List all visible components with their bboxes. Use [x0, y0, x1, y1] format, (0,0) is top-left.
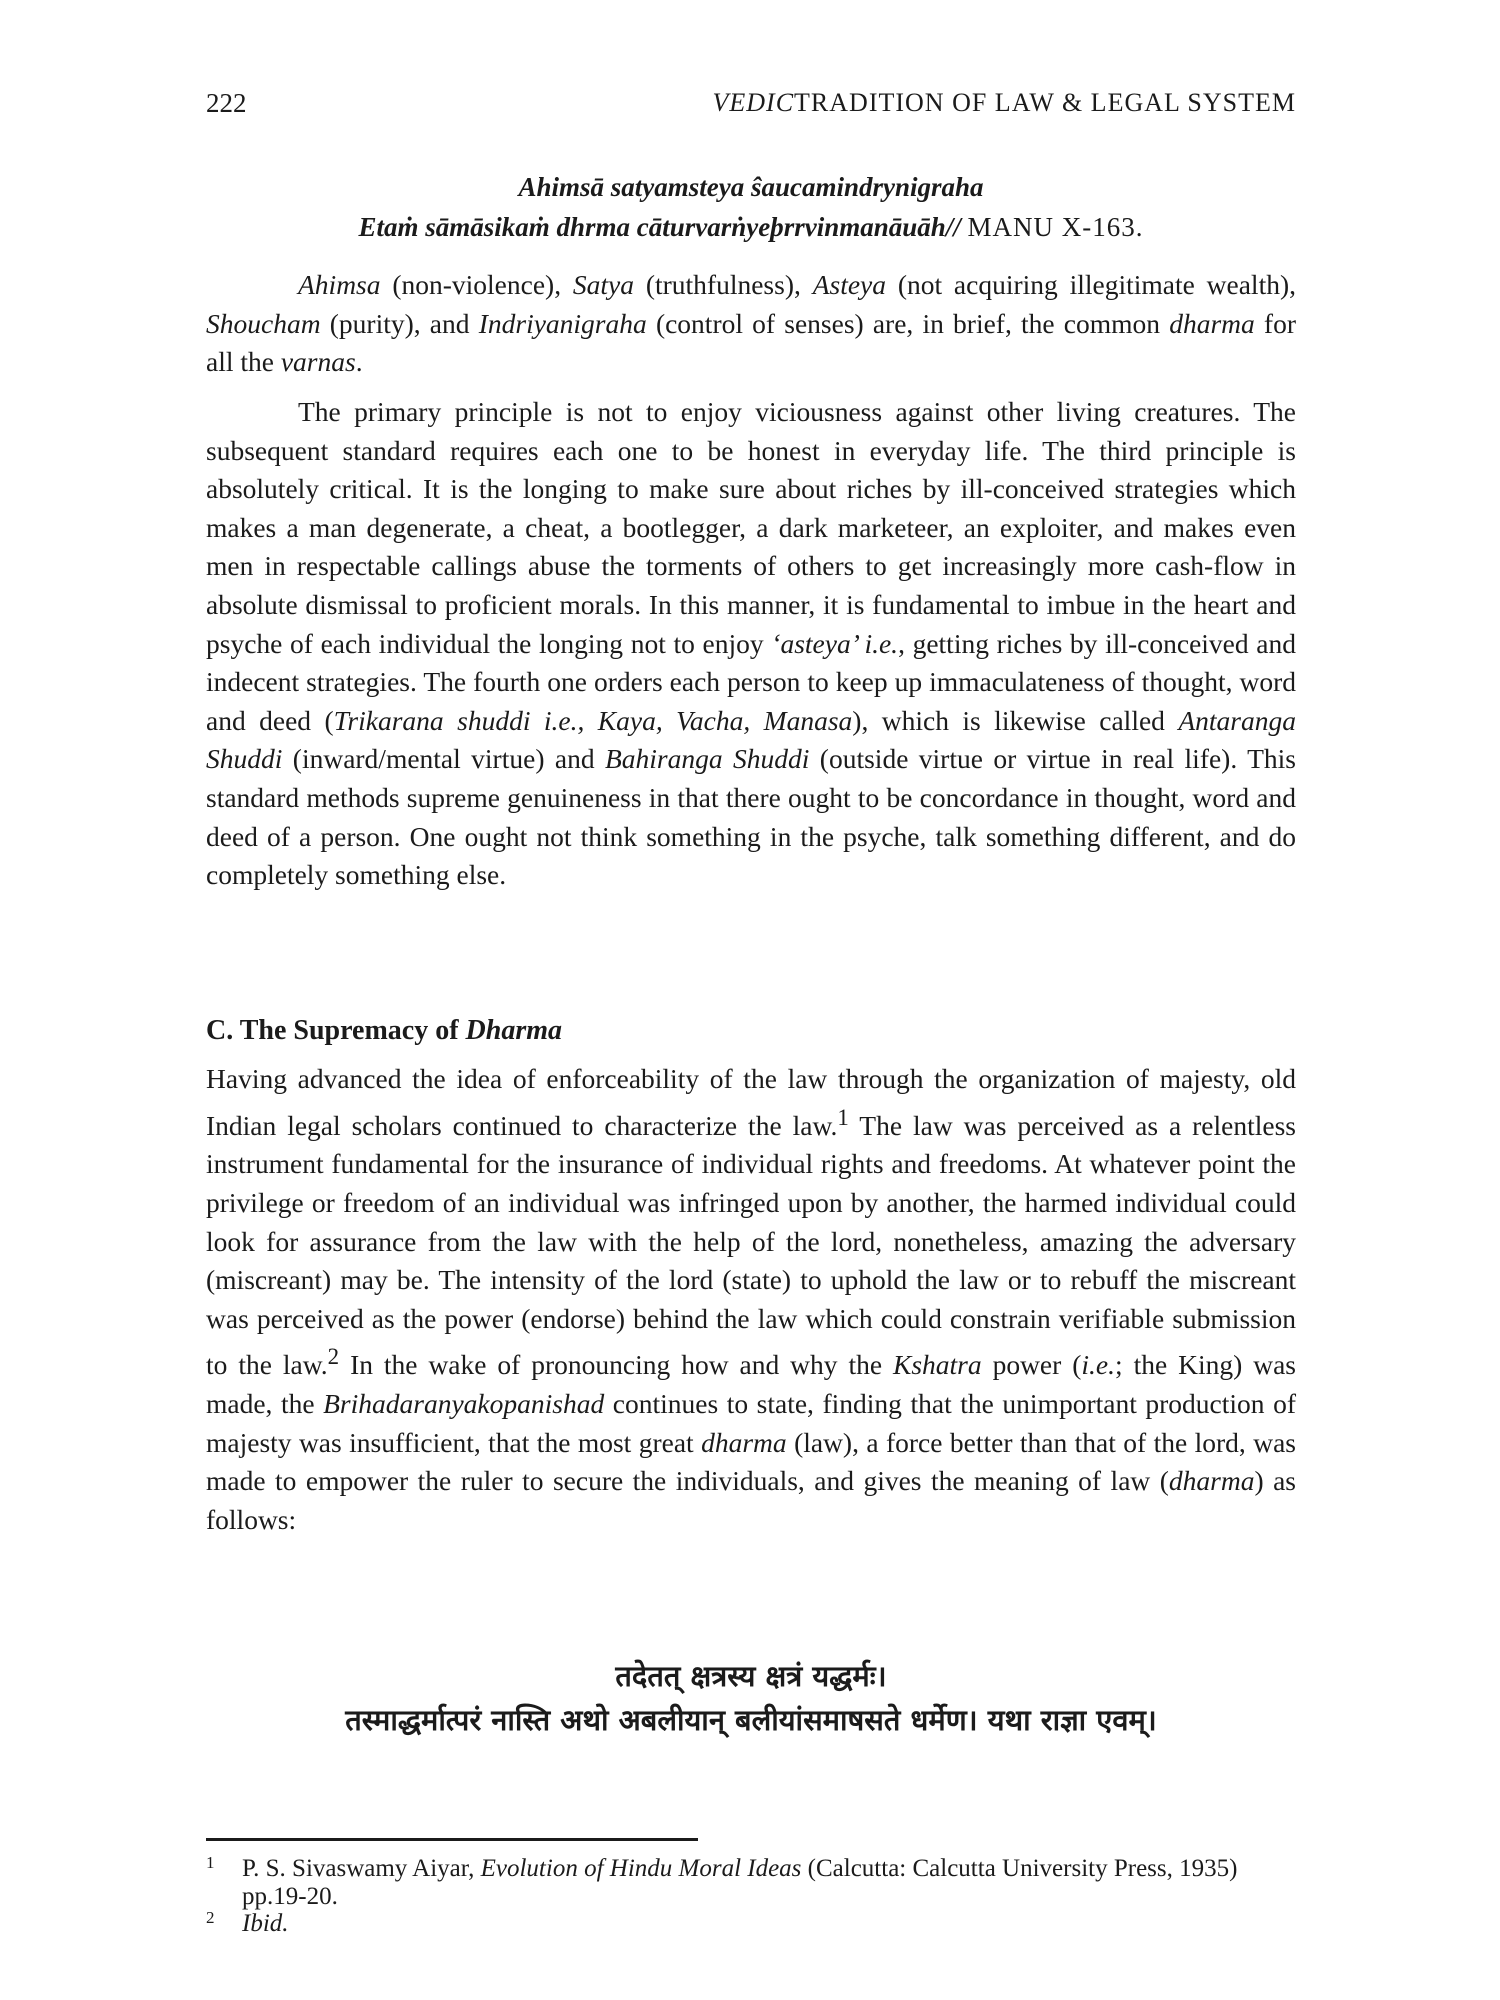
term-antaranga-shuddi: Antaranga Shuddi	[206, 704, 1296, 775]
footnote-ref-2[interactable]: 2	[327, 1344, 340, 1370]
verse-citation: MANU X-163.	[967, 212, 1144, 242]
footnote-text	[242, 1910, 1296, 1938]
footnote-divider	[206, 1838, 698, 1841]
text-span: power (	[981, 1349, 1082, 1381]
text-span: (inward/mental virtue) and	[282, 743, 605, 775]
text-span: ), which is likewise called	[852, 704, 1179, 736]
running-head	[713, 88, 1297, 118]
text-span: (outside virtue or virtue in real life). This standard methods supreme genuineness in that there ought to be concordance in thought, word and deed of a person. One ought not think something in the psyche, talk something different, and do completely something else.	[206, 743, 1297, 891]
running-head-rest: TRADITION OF LAW & LEGAL SYSTEM	[794, 88, 1296, 117]
text-span: The primary principle is not to enjoy viciousness against other living creatures. The subsequent standard requires each one to be honest in everyday life. The third principle is absolutely critical. It is the longing to make sure about riches by ill-conceived strategies which makes a man degenerate, a cheat, a bootlegger, a dark marketeer, an exploiter, and makes even men in respectable callings abuse the torments of others to get increasingly more cash-flow in absolute dismissal to proficient morals. In this manner, it is fundamental to imbue in the heart and psyche of each individual the longing not to enjoy	[206, 396, 1296, 659]
sanskrit-line-1: तदेतत् क्षत्रस्य क्षत्रं यद्धर्मः।	[615, 1659, 887, 1693]
footnote-publication: (Calcutta: Calcutta University Press, 1935) pp.19-20.	[242, 1855, 1238, 1910]
footnote-ibid: Ibid.	[242, 1910, 289, 1937]
footnote-2	[206, 1910, 1296, 1938]
page-number: 222	[206, 88, 247, 118]
page-header	[206, 88, 1296, 128]
paragraph-virtues	[206, 266, 1296, 382]
footnote-author: P. S. Sivaswamy Aiyar,	[242, 1855, 481, 1882]
footnote-number: 1	[206, 1853, 215, 1872]
footnote-number: 2	[206, 1908, 215, 1927]
text-span: (law), a force better than that of the lord, was made to empower the ruler to secure the individuals, and gives the meaning of law (	[206, 1426, 1296, 1497]
term-dharma: dharma	[701, 1426, 787, 1458]
text-span: ) as follows:	[206, 1465, 1296, 1535]
term-dharma: dharma	[1168, 1465, 1255, 1497]
text-span: (not acquiring illegitimate wealth),	[886, 269, 1296, 300]
text-span: (control of senses) are, in brief, the common	[646, 307, 1170, 339]
sanskrit-line-2: तस्माद्धर्मात्परं नास्ति अथो अबलीयान् बलीयांसमाषसते धर्मेण। यथा राज्ञा एवम्।	[345, 1703, 1157, 1737]
paragraph-supremacy	[206, 1060, 1296, 1539]
term-ahimsa: Ahimsa	[298, 269, 381, 300]
verse-line-2-text: Etaṁ sāmāsikaṁ dhrma cāturvarṅyeþrrvinmanāuāh//	[358, 212, 961, 242]
term-varnas: varnas	[280, 346, 356, 378]
text-span: The law was perceived as a relentless instrument fundamental for the insurance of individual rights and freedoms. At whatever point the privilege or freedom of an individual was infringed upon by another, the harmed individual could look for assurance from the law with the help of the lord, nonetheless, amazing the adversary (miscreant) may be. The intensity of the lord (state) to uphold the law or to rebuff the miscreant was perceived as the power (endorse) behind the law which could constrain verifiable submission to the law.	[206, 1109, 1296, 1381]
footnote-text	[242, 1855, 1296, 1911]
term-dharma: dharma	[1169, 307, 1255, 339]
verse-line-2	[206, 212, 1296, 243]
text-span: for all the	[206, 307, 1296, 378]
term-bahiranga-shuddi: Bahiranga Shuddi	[604, 743, 810, 775]
term-brihadaranyakopanishad: Brihadaranyakopanishad	[323, 1388, 605, 1420]
heading-italic: Dharma	[465, 1015, 563, 1046]
footnote-title: Evolution of Hindu Moral Ideas	[480, 1855, 802, 1882]
text-span: .	[355, 346, 363, 378]
heading-prefix: C. The Supremacy of	[206, 1015, 466, 1046]
term-kshatra: Kshatra	[892, 1349, 982, 1381]
text-span: (purity), and	[320, 307, 479, 339]
text-span: (truthfulness),	[634, 269, 813, 300]
paragraph-principles	[206, 393, 1296, 895]
term-ie: i.e.	[1081, 1349, 1115, 1381]
text-span: Having advanced the idea of enforceability of the law through the organization of majesty, old Indian legal scholars continued to characterize the law.	[206, 1063, 1296, 1141]
term-trikarana-shuddi: Trikarana shuddi i.e., Kaya, Vacha, Manasa	[333, 704, 853, 736]
text-span: In the wake of pronouncing how and why the	[339, 1349, 893, 1381]
term-shoucham: Shoucham	[206, 307, 321, 339]
term-asteya: Asteya	[812, 269, 886, 300]
running-head-italic: VEDIC	[712, 88, 795, 117]
text-span: continues to state, finding that the unimportant production of majesty was insufficient, that the most great	[206, 1388, 1296, 1458]
text-span: , getting riches by ill-conceived and indecent strategies. The fourth one orders each person to keep up immaculateness of thought, word and deed (	[206, 627, 1296, 736]
term-asteya-ie: ‘asteya’ i.e.	[771, 627, 899, 659]
text-span: (non-violence),	[380, 269, 573, 300]
footnote-1	[206, 1855, 1296, 1911]
footnote-ref-1[interactable]: 1	[837, 1104, 849, 1130]
verse-line-1: Ahimsā satyamsteya ŝaucamindrynigraha	[518, 172, 984, 202]
section-heading	[206, 1015, 562, 1047]
term-satya: Satya	[572, 269, 634, 300]
term-indriyanigraha: Indriyanigraha	[478, 307, 647, 339]
text-span: ; the King) was made, the	[206, 1349, 1296, 1420]
